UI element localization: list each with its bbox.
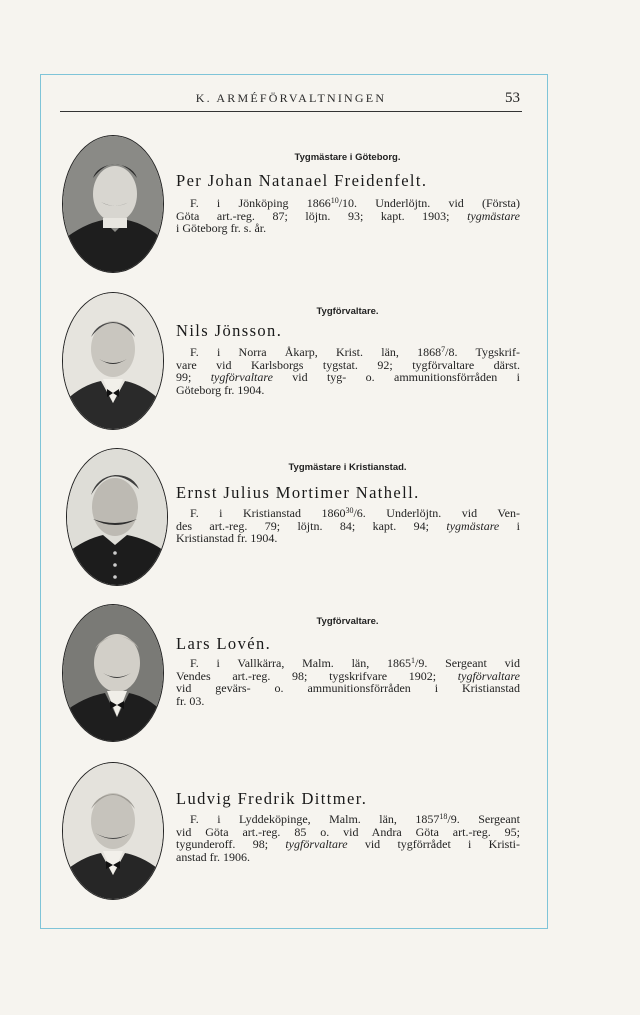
bio-line: F. i Norra Åkarp, Krist. län, 1868$^7$/8. Tygskrif- <box>190 345 520 359</box>
entry-freidenfelt <box>60 135 522 277</box>
bio-line: Göta art.-reg. 87; löjtn. 93; kapt. 1903; tygmästare <box>176 208 520 223</box>
person-name: Ernst Julius Mortimer Nathell. <box>176 483 420 502</box>
page-number: 53 <box>505 90 520 106</box>
biography <box>176 655 520 707</box>
entry-dittmer <box>60 762 522 904</box>
biography <box>176 505 520 545</box>
portrait-photo-icon <box>62 762 164 900</box>
entry-jonsson <box>60 292 522 434</box>
portrait-photo-icon <box>66 448 168 586</box>
bio-line: des art.-reg. 79; löjtn. 84; kapt. 94; tygmästare i <box>176 518 520 533</box>
bio-line: Kristianstad fr. 1904. <box>176 531 278 546</box>
entry-nathell <box>60 448 522 590</box>
bio-line: 99; tygförvaltare vid tyg- o. ammunitionsförråden i <box>176 370 520 385</box>
bio-line: vid gevärs- o. ammunitionsförråden i Kristianstad <box>176 681 520 696</box>
person-name: Per Johan Natanael Freidenfelt. <box>176 171 428 190</box>
section-title: Tygförvaltare. <box>316 306 379 317</box>
portrait-photo-icon <box>62 604 164 742</box>
section-title: Tygförvaltare. <box>316 616 379 627</box>
portrait-uniform-icon <box>67 449 167 585</box>
portrait-uniform-icon <box>63 136 163 272</box>
biography <box>176 344 520 396</box>
portrait-civilian-icon <box>63 293 163 429</box>
portrait-photo-icon <box>62 135 164 273</box>
running-head <box>60 91 522 112</box>
bio-line: fr. 03. <box>176 693 205 708</box>
section-title: Tygmästare i Göteborg. <box>294 152 401 163</box>
person-name: Lars Lovén. <box>176 634 272 653</box>
bio-line: Vendes art.-reg. 98; tygskrifvare 1902; tygförvaltare <box>176 668 520 683</box>
bio-line: i Göteborg fr. s. år. <box>176 221 267 236</box>
running-title: K. ARMÉFÖRVALTNINGEN <box>195 91 387 105</box>
biography <box>176 195 520 235</box>
person-name: Nils Jönsson. <box>176 321 283 340</box>
bio-line: anstad fr. 1906. <box>176 849 250 864</box>
person-name: Ludvig Fredrik Dittmer. <box>176 789 368 808</box>
bio-line: vare vid Karlsborgs tygstat. 92; tygförvaltare därst. <box>176 357 520 372</box>
portrait-civilian-icon <box>63 605 163 741</box>
bio-line: F. i Lyddeköpinge, Malm. län, 1857$^{18}$/9. Sergeant <box>190 812 520 826</box>
bio-line: F. i Jönköping 1866$^{10}$/10. Underlöjtn. vid (Första) <box>190 196 520 210</box>
bio-line: Göteborg fr. 1904. <box>176 382 265 397</box>
portrait-civilian-icon <box>63 763 163 899</box>
bio-line: tygunderoff. 98; tygförvaltare vid tygförrådet i Kristi- <box>176 837 521 852</box>
bio-line: vid Göta art.-reg. 85 o. vid Andra Göta art.-reg. 95; <box>176 824 520 839</box>
section-title: Tygmästare i Kristianstad. <box>288 462 407 473</box>
bio-line: F. i Vallkärra, Malm. län, 1865$^1$/9. Sergeant vid <box>190 656 520 670</box>
entry-loven <box>60 604 522 746</box>
biography <box>176 811 520 863</box>
portrait-photo-icon <box>62 292 164 430</box>
bio-line: F. i Kristianstad 1860$^{30}$/6. Underlöjtn. vid Ven- <box>190 506 520 520</box>
